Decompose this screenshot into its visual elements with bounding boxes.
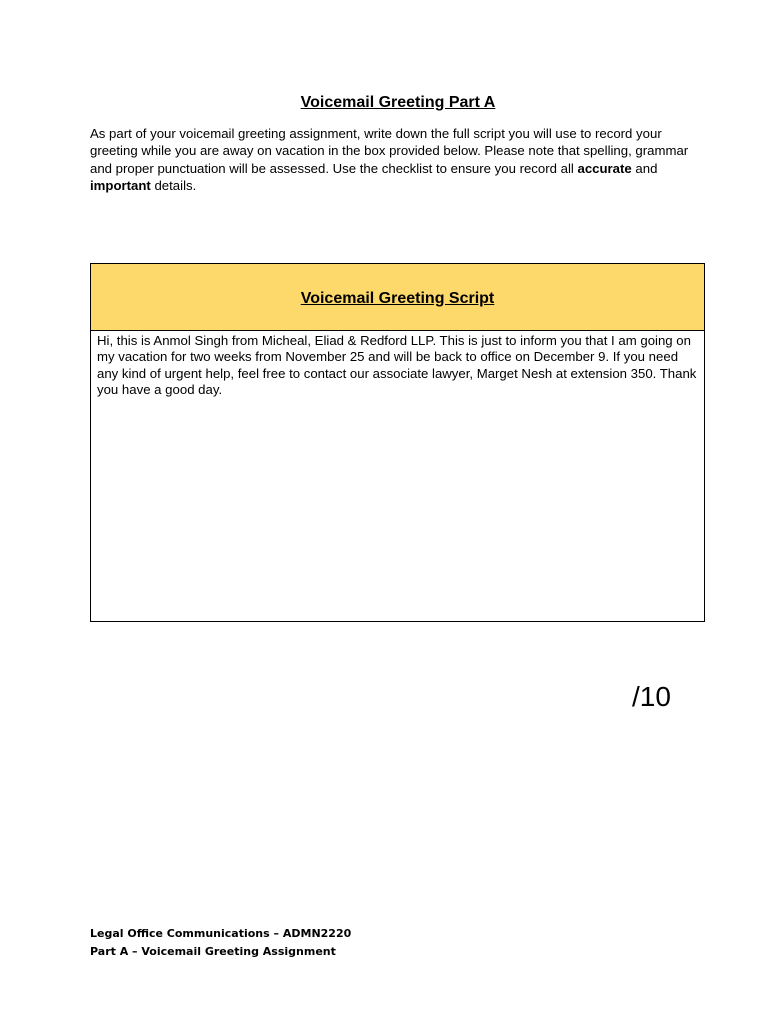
script-box-content: Hi, this is Anmol Singh from Micheal, Eliad & Redford LLP. This is just to inform you that I am going on my vacation for two weeks from November 25 and will be back to office on December 9. If you need any kind of urgent help, feel free to contact our associate lawyer, Marget Nesh at extension 350. Thank you have a good day. xyxy=(97,333,697,397)
score-label: /10 xyxy=(632,681,671,712)
script-box xyxy=(90,263,705,622)
footer xyxy=(90,925,351,960)
script-box-header xyxy=(91,264,704,331)
intro-text-1: As part of your voicemail greeting assignment, write down the full script you will use to record your greeting while you are away on vacation in the box provided below. Please note that spelling, grammar and proper punctuation will be assessed. Use the checklist to ensure you record all xyxy=(90,126,689,176)
page-title: Voicemail Greeting Part A xyxy=(300,94,496,111)
intro-bold-important: important xyxy=(90,178,151,194)
footer-course-line: Legal Office Communications – ADMN2220 xyxy=(90,927,352,940)
script-box-title: Voicemail Greeting Script xyxy=(300,289,495,307)
intro-text-3: details. xyxy=(150,178,197,194)
intro-bold-accurate: accurate xyxy=(577,160,632,176)
intro-text-2: and xyxy=(631,160,658,176)
footer-assignment-line: Part A – Voicemail Greeting Assignment xyxy=(90,944,336,958)
intro-paragraph xyxy=(90,125,690,195)
